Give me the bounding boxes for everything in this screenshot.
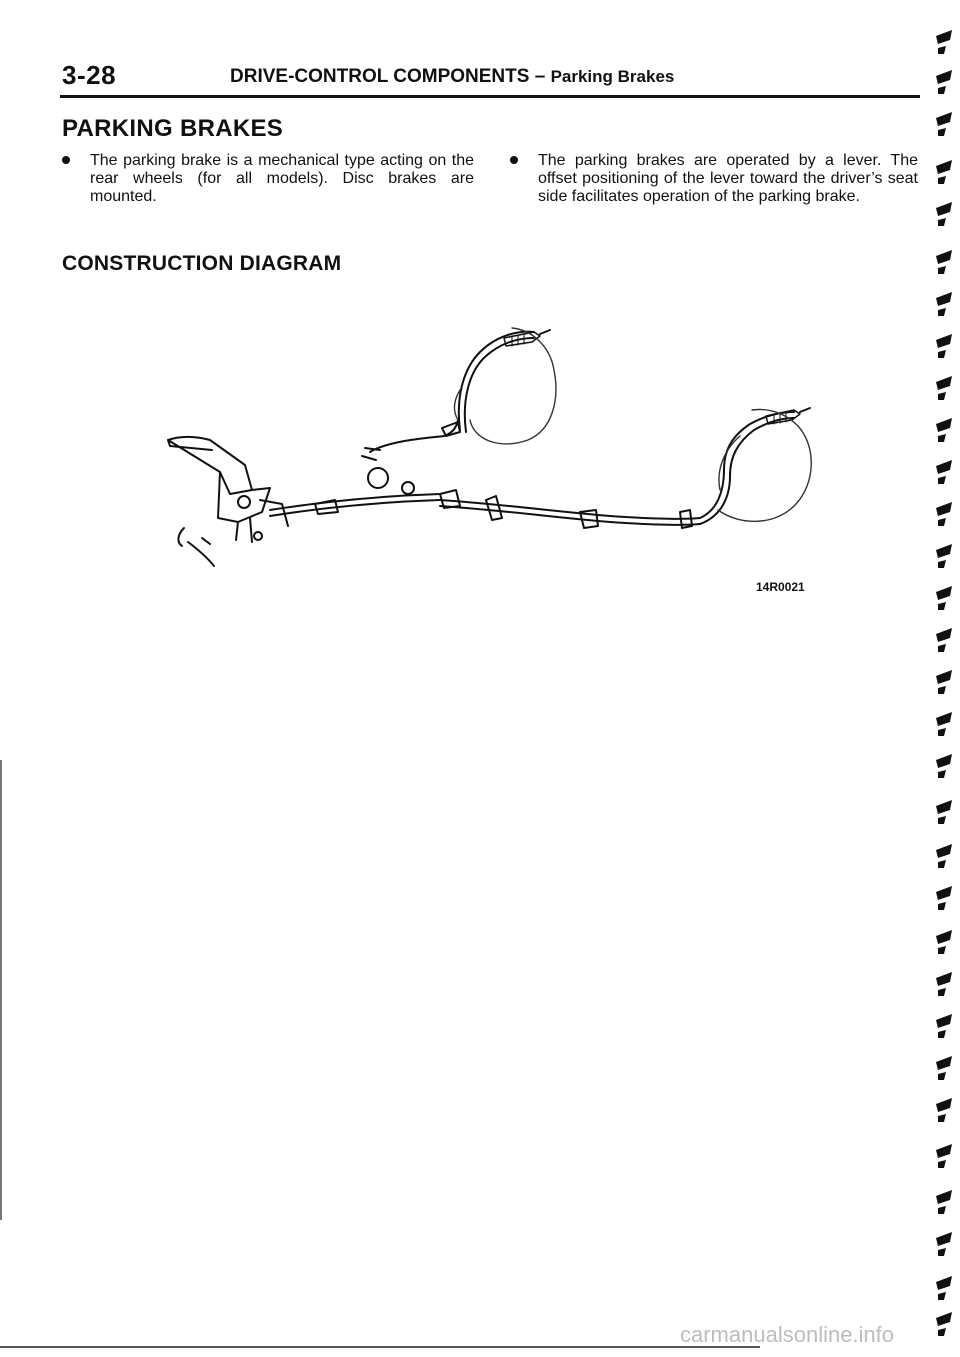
left-rear-cable-illustration xyxy=(370,328,556,452)
running-header xyxy=(230,66,674,88)
parking-brake-construction-diagram xyxy=(140,290,840,600)
page-margin-line xyxy=(0,760,2,1220)
header-rule xyxy=(60,95,920,98)
bullet-dot xyxy=(510,156,518,164)
brake-lever-illustration xyxy=(168,437,288,566)
bullet-item xyxy=(62,152,474,206)
bullet-item xyxy=(510,152,918,206)
bullet-text: The parking brakes are operated by a lever. The offset positioning of the lever toward the driver’s seat side facilitates operation of the parking brake. xyxy=(538,152,918,205)
chapter-title: DRIVE-CONTROL COMPONENTS – xyxy=(230,66,546,87)
watermark: carmanualsonline.info xyxy=(680,1322,895,1347)
front-cable-illustration xyxy=(270,448,460,516)
subsection-title: CONSTRUCTION DIAGRAM xyxy=(62,252,342,275)
section-title: PARKING BRAKES xyxy=(62,115,284,142)
diagram-reference-code: 14R0021 xyxy=(756,580,805,594)
bullet-text: The parking brake is a mechanical type acting on the rear wheels (for all models). Disc brakes are mounted. xyxy=(90,152,474,205)
page-number: 3-28 xyxy=(62,60,117,90)
section-name: Parking Brakes xyxy=(550,67,675,86)
page-bottom-line xyxy=(0,1346,760,1348)
right-rear-cable-illustration xyxy=(440,408,811,528)
page-edge-binding-marks xyxy=(926,0,960,1357)
bullet-dot xyxy=(62,156,70,164)
